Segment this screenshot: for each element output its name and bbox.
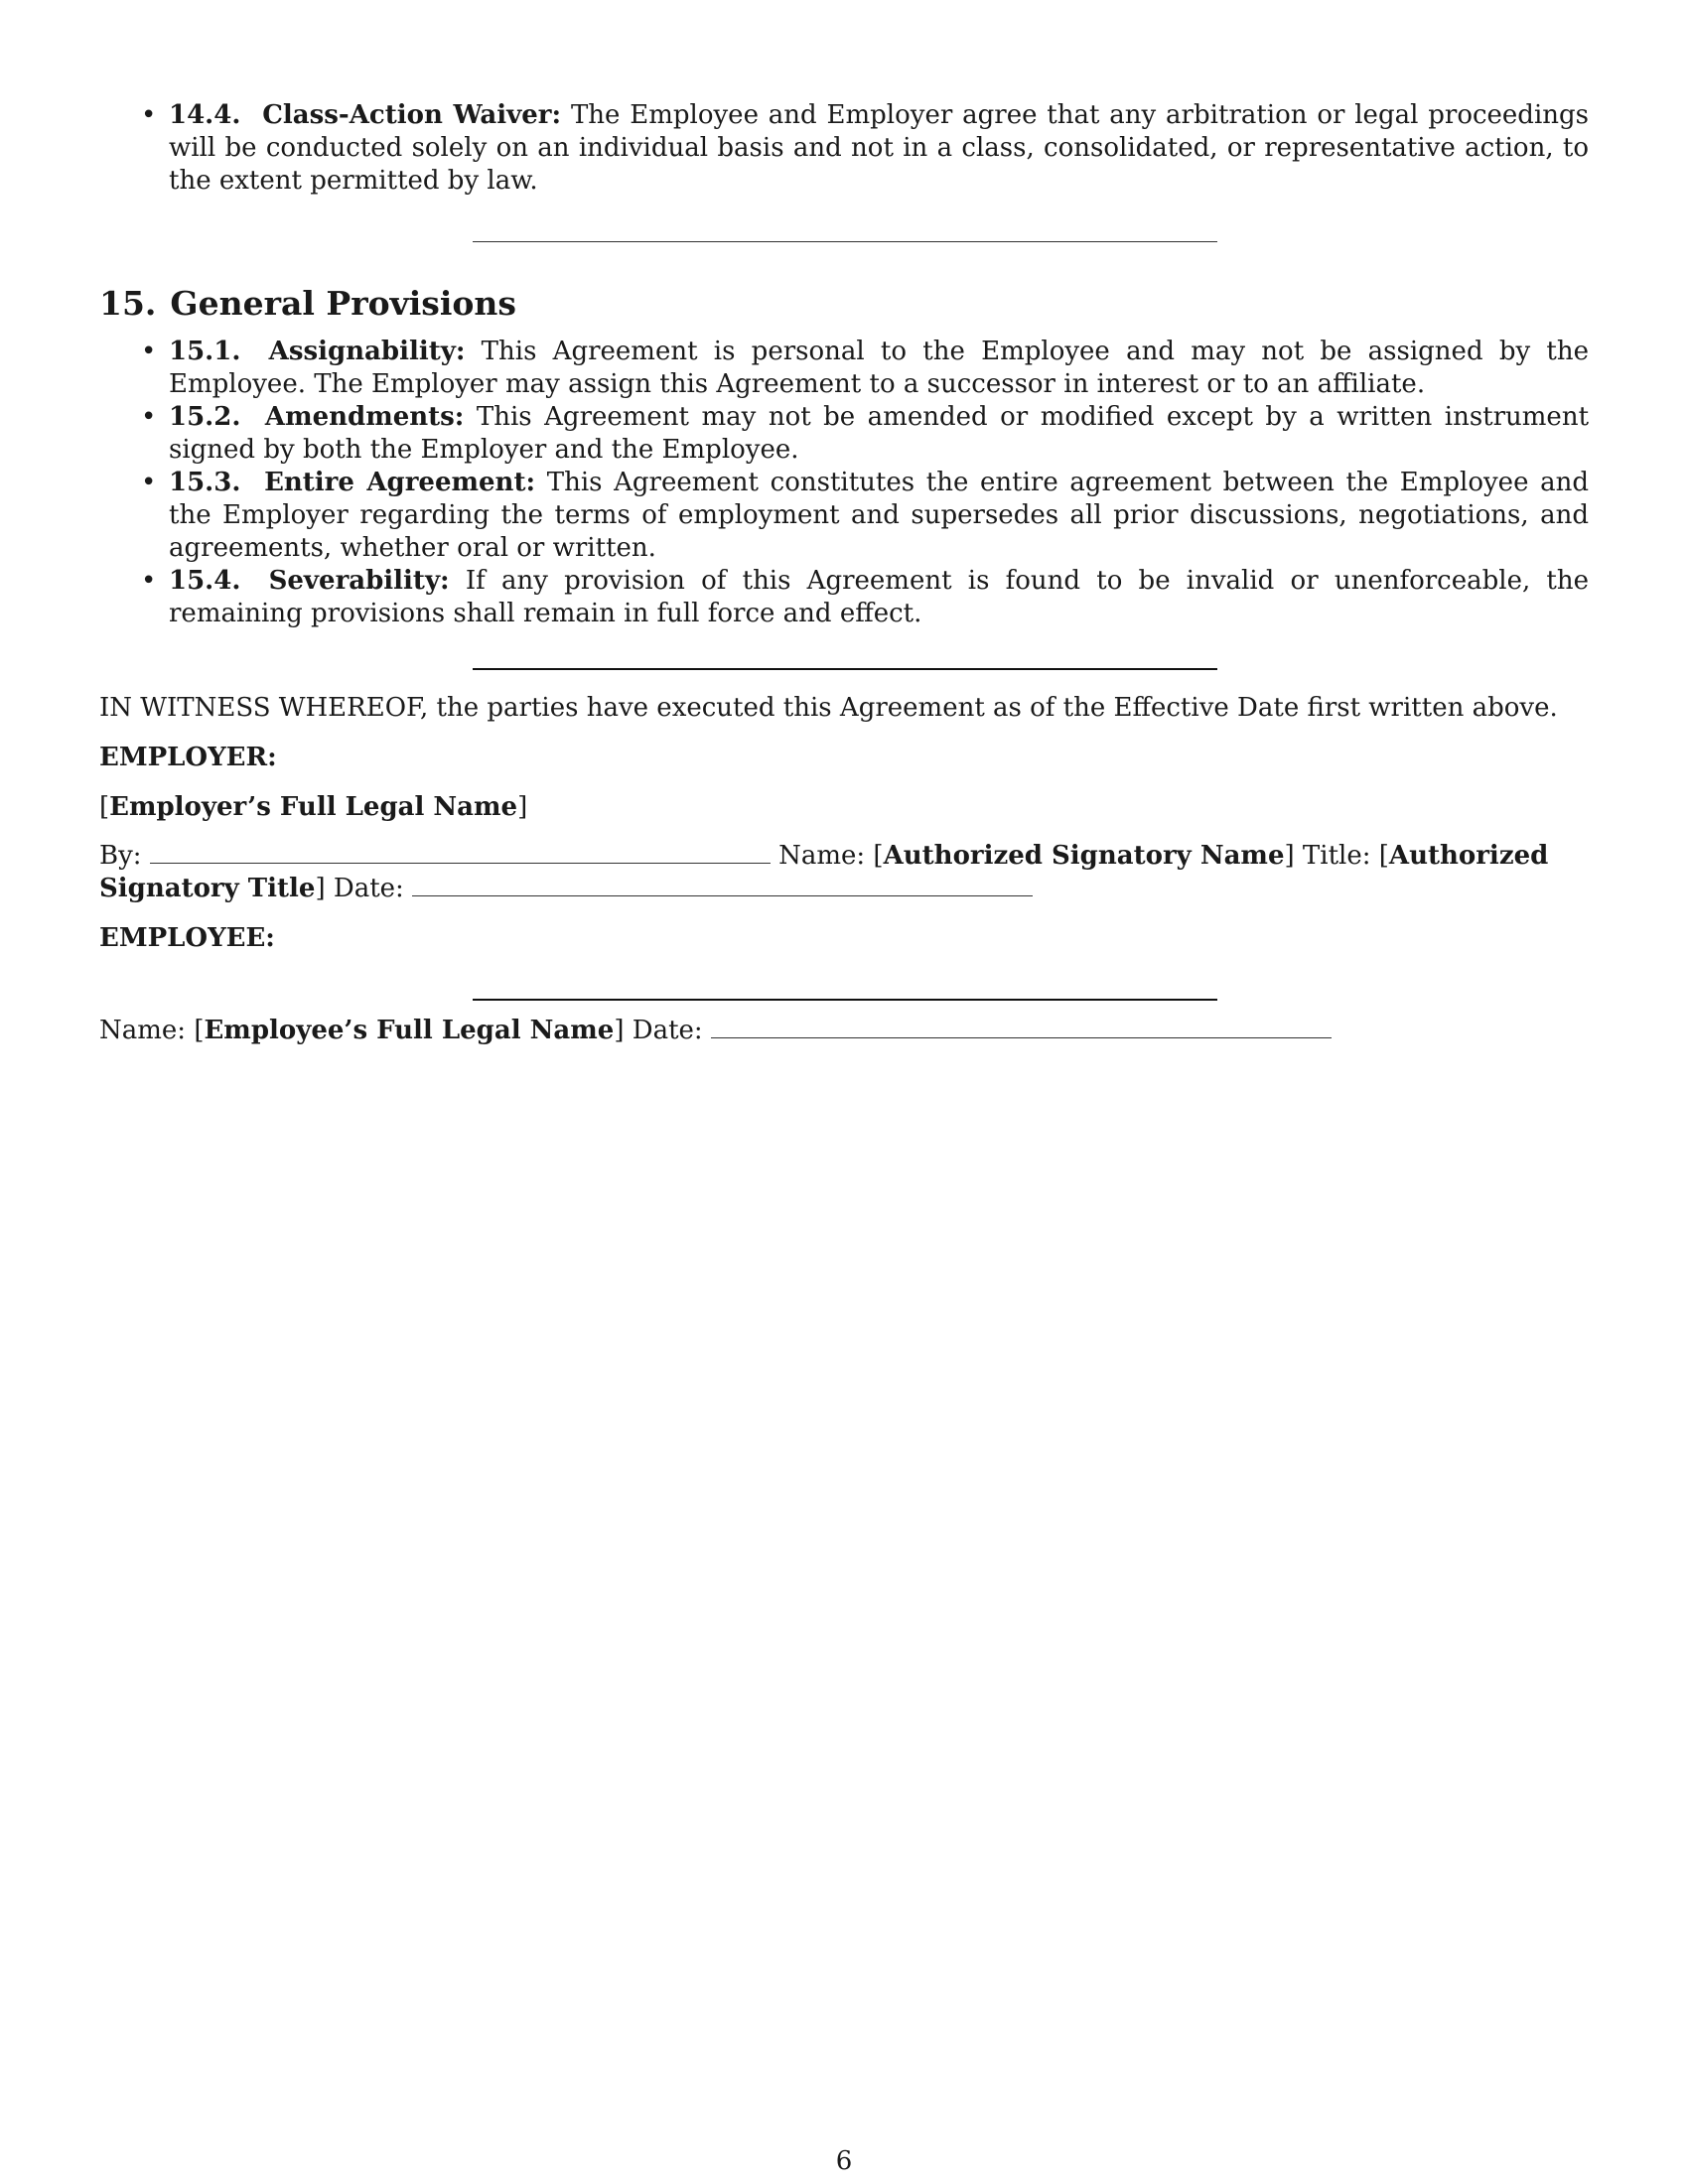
employer-date-line[interactable] — [412, 874, 1033, 896]
date-label: Date: — [632, 1016, 703, 1045]
item-text: This Agreement is personal to the Employee and may not be assigned by the Employee. The Employer may assign this Agreement to a successor in interest or to an affiliate. — [169, 337, 1589, 399]
item-number: 14.4. — [169, 100, 241, 130]
name-label: Name: — [99, 1016, 187, 1045]
employer-heading: EMPLOYER: — [99, 743, 277, 772]
employee-signature-line[interactable] — [473, 999, 1217, 1001]
page-number: 6 — [835, 2146, 853, 2176]
item-text: The Employee and Employer agree that any arbitration or legal proceedings will be conducted solely on an individual basis and not in a class, consolidated, or representative action, to the extent permitted by law. — [169, 100, 1589, 196]
bullet-icon: • — [141, 566, 157, 596]
witness-clause: IN WITNESS WHEREOF, the parties have executed this Agreement as of the Effective Date first written above. — [99, 693, 1558, 723]
employee-date-line[interactable] — [711, 1016, 1332, 1038]
bullet-icon: • — [141, 337, 157, 366]
item-title: Severability: — [268, 566, 450, 596]
signatory-name-placeholder: Authorized Signatory Name — [883, 841, 1285, 871]
employer-signature-line[interactable] — [150, 841, 771, 864]
by-label: By: — [99, 841, 142, 871]
item-text: If any provision of this Agreement is found to be invalid or unenforceable, the remaining provisions shall remain in full force and effect. — [169, 566, 1590, 628]
section-15-list — [99, 336, 1589, 630]
name-label: Name: — [778, 841, 866, 871]
list-item — [99, 467, 1589, 565]
section-heading — [99, 284, 1589, 324]
employer-name-line: [Employer’s Full Legal Name] — [99, 792, 528, 822]
employee-name-line: Name: [Employee’s Full Legal Name] Date: — [99, 1015, 1589, 1047]
section-14-list — [99, 99, 1589, 198]
employer-signature-block: By: Name: [Authorized Signatory Name] Title: [Authorized Signatory Title] Date: — [99, 841, 1549, 903]
section-title: General Provisions — [170, 284, 517, 323]
list-item — [99, 401, 1589, 467]
item-title: Class-Action Waiver: — [262, 100, 562, 130]
item-number: 15.3. — [169, 468, 241, 497]
employee-name-placeholder: Employee’s Full Legal Name — [204, 1016, 615, 1045]
document-page — [99, 99, 1589, 1047]
bullet-icon: • — [141, 468, 157, 497]
list-item — [99, 336, 1589, 401]
title-label: Title: — [1302, 841, 1371, 871]
item-text: This Agreement may not be amended or modified except by a written instrument signed by both the Employer and the Employee. — [169, 402, 1590, 465]
item-text: This Agreement constitutes the entire agreement between the Employee and the Employer regarding the terms of employment and supersedes all prior discussions, negotiations, and agreements, whether oral or written. — [169, 468, 1590, 563]
section-number: 15. — [99, 284, 157, 323]
date-label: Date: — [333, 874, 404, 903]
item-title: Assignability: — [268, 337, 466, 366]
list-item — [99, 99, 1589, 198]
divider — [473, 668, 1217, 670]
employer-name-placeholder: Employer’s Full Legal Name — [109, 792, 518, 822]
item-number: 15.1. — [169, 337, 241, 366]
bullet-icon: • — [141, 402, 157, 432]
item-title: Entire Agreement: — [264, 468, 536, 497]
signatory-title-placeholder: Authorized Signatory Title — [99, 841, 1549, 903]
bullet-icon: • — [141, 100, 157, 130]
item-number: 15.4. — [169, 566, 241, 596]
item-number: 15.2. — [169, 402, 241, 432]
list-item — [99, 565, 1589, 630]
item-title: Amendments: — [264, 402, 465, 432]
employee-heading: EMPLOYEE: — [99, 923, 275, 953]
divider — [473, 241, 1217, 242]
